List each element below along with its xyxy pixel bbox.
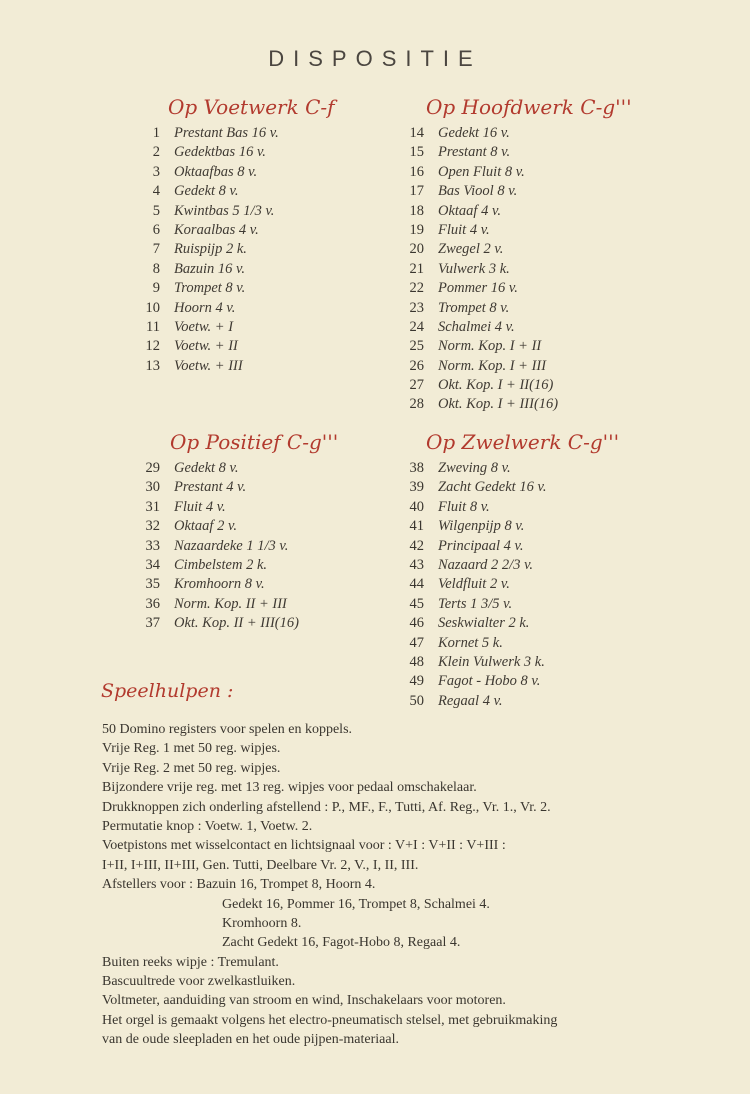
stop-number: 17 bbox=[409, 183, 424, 200]
stop-number: 50 bbox=[409, 692, 424, 709]
stop-number: 43 bbox=[409, 556, 424, 573]
division-heading: Op Hoofdwerk C-g''' bbox=[426, 95, 632, 119]
stop-name: Zweving 8 v. bbox=[438, 460, 511, 476]
stop-item bbox=[132, 202, 335, 221]
stop-number: 49 bbox=[409, 673, 424, 690]
stop-name: Seskwialter 2 k. bbox=[438, 615, 530, 632]
stop-number: 18 bbox=[409, 202, 424, 219]
division-heading: Op Voetwerk C-f bbox=[168, 95, 335, 119]
stop-name: Fluit 8 v. bbox=[438, 498, 490, 515]
stop-name: Vulwerk 3 k. bbox=[438, 260, 510, 277]
stop-number: 36 bbox=[145, 595, 160, 612]
stop-item bbox=[132, 163, 335, 182]
stop-item bbox=[132, 459, 338, 478]
stop-name: Norm. Kop. II + III bbox=[174, 595, 287, 612]
stop-list bbox=[396, 459, 619, 711]
stop-item bbox=[132, 614, 338, 633]
speelhulpen-line: Permutatie knop : Voetw. 1, Voetw. 2. bbox=[102, 818, 313, 834]
speelhulpen-line: Vrije Reg. 2 met 50 reg. wipjes. bbox=[102, 760, 281, 776]
stop-number: 12 bbox=[145, 338, 160, 355]
stop-number: 19 bbox=[409, 221, 424, 238]
stop-item bbox=[396, 260, 632, 279]
stop-number: 23 bbox=[409, 299, 424, 316]
speelhulpen-line: Buiten reeks wipje : Tremulant. bbox=[102, 954, 279, 970]
stop-name: Okt. Kop. II + III(16) bbox=[174, 615, 299, 632]
stop-number: 40 bbox=[409, 498, 424, 515]
stop-item bbox=[396, 672, 619, 691]
stop-name: Gedekt 8 v. bbox=[174, 460, 239, 476]
stop-name: Gedekt 8 v. bbox=[174, 183, 239, 200]
stop-item bbox=[396, 459, 619, 478]
stop-number: 1 bbox=[152, 125, 160, 141]
stop-item bbox=[396, 614, 619, 633]
division-voetwerk bbox=[132, 92, 335, 376]
speelhulpen-line: 50 Domino registers voor spelen en koppels. bbox=[102, 722, 353, 737]
stop-item bbox=[396, 634, 619, 653]
stop-name: Oktaaf 4 v. bbox=[438, 202, 501, 219]
stop-item bbox=[132, 575, 338, 594]
stop-number: 10 bbox=[145, 299, 160, 316]
stop-number: 9 bbox=[152, 280, 160, 297]
stop-name: Voetw. + I bbox=[174, 318, 234, 335]
stop-number: 48 bbox=[409, 653, 424, 670]
stop-name: Voetw. + III bbox=[174, 357, 243, 374]
stop-name: Veldfluit 2 v. bbox=[438, 576, 510, 593]
stop-name: Cimbelstem 2 k. bbox=[174, 556, 268, 573]
page-title: DISPOSITIE bbox=[268, 46, 482, 71]
stop-item bbox=[396, 537, 619, 556]
stop-number: 30 bbox=[145, 479, 160, 496]
stop-name: Hoorn 4 v. bbox=[174, 299, 236, 316]
stop-name: Norm. Kop. I + II bbox=[438, 338, 542, 355]
stop-number: 3 bbox=[152, 163, 160, 180]
stop-item bbox=[132, 337, 335, 356]
stop-item bbox=[132, 260, 335, 279]
stop-item bbox=[396, 478, 619, 497]
stop-item bbox=[396, 337, 632, 356]
stop-name: Trompet 8 v. bbox=[174, 280, 246, 297]
stop-list bbox=[396, 124, 632, 415]
stop-item bbox=[396, 318, 632, 337]
stop-item bbox=[132, 124, 335, 143]
stop-name: Regaal 4 v. bbox=[438, 692, 503, 709]
stop-item bbox=[132, 357, 335, 376]
stop-number: 27 bbox=[409, 377, 424, 394]
stop-name: Kromhoorn 8 v. bbox=[174, 576, 265, 593]
stop-number: 38 bbox=[409, 460, 424, 476]
stop-number: 39 bbox=[409, 479, 424, 496]
speelhulpen-list bbox=[102, 720, 742, 1050]
division-heading: Op Positief C-g''' bbox=[170, 430, 339, 454]
stop-number: 14 bbox=[409, 125, 424, 141]
stop-name: Wilgenpijp 8 v. bbox=[438, 518, 525, 535]
stop-item bbox=[132, 143, 335, 162]
division-heading: Op Zwelwerk C-g''' bbox=[426, 430, 620, 454]
stop-number: 8 bbox=[152, 260, 160, 277]
division-zwelwerk bbox=[396, 427, 619, 711]
stop-number: 32 bbox=[145, 518, 160, 535]
stop-name: Kornet 5 k. bbox=[438, 634, 503, 651]
stop-number: 35 bbox=[145, 576, 160, 593]
stop-item bbox=[396, 517, 619, 536]
stop-name: Klein Vulwerk 3 k. bbox=[438, 653, 545, 670]
stop-number: 20 bbox=[409, 241, 424, 258]
stop-item bbox=[396, 556, 619, 575]
stop-name: Prestant Bas 16 v. bbox=[174, 125, 279, 141]
speelhulpen-line: Zacht Gedekt 16, Fagot-Hobo 8, Regaal 4. bbox=[222, 935, 461, 951]
stop-item bbox=[396, 221, 632, 240]
stop-name: Bazuin 16 v. bbox=[174, 260, 246, 277]
stop-name: Ruispijp 2 k. bbox=[174, 241, 247, 258]
stop-number: 22 bbox=[409, 280, 424, 297]
stop-number: 47 bbox=[409, 634, 424, 651]
speelhulpen-line: van de oude sleepladen en het oude pijpen-materiaal. bbox=[102, 1032, 399, 1048]
stop-item bbox=[396, 143, 632, 162]
stop-item bbox=[132, 182, 335, 201]
stop-name: Zwegel 2 v. bbox=[438, 241, 504, 258]
stop-name: Gedektbas 16 v. bbox=[174, 144, 266, 161]
stop-item bbox=[132, 498, 338, 517]
stop-number: 7 bbox=[152, 241, 160, 258]
stop-item bbox=[396, 395, 632, 414]
stop-number: 16 bbox=[409, 163, 424, 180]
stop-item bbox=[396, 653, 619, 672]
stop-number: 15 bbox=[409, 144, 424, 161]
stop-item bbox=[396, 240, 632, 259]
stop-name: Okt. Kop. I + III(16) bbox=[438, 396, 559, 413]
speelhulpen-line: Drukknoppen zich onderling afstellend : P., MF., F., Tutti, Af. Reg., Vr. 1., Vr. 2. bbox=[102, 799, 551, 815]
stop-list bbox=[132, 124, 335, 376]
stop-name: Okt. Kop. I + II(16) bbox=[438, 377, 554, 394]
stop-item bbox=[132, 221, 335, 240]
stop-number: 26 bbox=[409, 357, 424, 374]
stop-name: Oktaaf 2 v. bbox=[174, 518, 237, 535]
speelhulpen-line: Gedekt 16, Pommer 16, Trompet 8, Schalmei 4. bbox=[222, 896, 490, 912]
stop-name: Prestant 4 v. bbox=[174, 479, 247, 496]
stop-item bbox=[132, 279, 335, 298]
stop-name: Koraalbas 4 v. bbox=[174, 221, 259, 238]
division-hoofdwerk bbox=[396, 92, 632, 415]
stop-number: 34 bbox=[145, 556, 160, 573]
stop-name: Zacht Gedekt 16 v. bbox=[438, 479, 547, 496]
stop-item bbox=[396, 279, 632, 298]
stop-item bbox=[396, 595, 619, 614]
stop-name: Oktaafbas 8 v. bbox=[174, 163, 258, 180]
stop-item bbox=[396, 124, 632, 143]
speelhulpen-line: I+II, I+III, II+III, Gen. Tutti, Deelbare Vr. 2, V., I, II, III. bbox=[102, 857, 419, 873]
speelhulpen-line: Voltmeter, aanduiding van stroom en wind, Inschakelaars voor motoren. bbox=[102, 993, 506, 1009]
stop-name: Norm. Kop. I + III bbox=[438, 357, 547, 374]
stop-item bbox=[396, 163, 632, 182]
stop-item bbox=[132, 517, 338, 536]
stop-number: 21 bbox=[409, 260, 424, 277]
stop-item bbox=[396, 498, 619, 517]
stop-name: Nazaardeke 1 1/3 v. bbox=[174, 537, 289, 554]
stop-name: Trompet 8 v. bbox=[438, 299, 510, 316]
stop-name: Pommer 16 v. bbox=[438, 280, 518, 297]
stop-number: 5 bbox=[152, 202, 160, 219]
stop-name: Gedekt 16 v. bbox=[438, 125, 510, 141]
stop-name: Fluit 4 v. bbox=[174, 498, 226, 515]
stop-item bbox=[396, 376, 632, 395]
stop-number: 4 bbox=[152, 183, 160, 200]
stop-item bbox=[132, 595, 338, 614]
division-positief bbox=[132, 427, 338, 634]
stop-number: 6 bbox=[152, 221, 160, 238]
speelhulpen-heading: Speelhulpen : bbox=[101, 680, 234, 702]
stop-number: 45 bbox=[409, 595, 424, 612]
stop-number: 2 bbox=[152, 144, 160, 161]
stop-number: 25 bbox=[409, 338, 424, 355]
stop-name: Bas Viool 8 v. bbox=[438, 183, 518, 200]
stop-name: Kwintbas 5 1/3 v. bbox=[174, 202, 275, 219]
speelhulpen-line: Vrije Reg. 1 met 50 reg. wipjes. bbox=[102, 741, 281, 757]
speelhulpen-line: Kromhoorn 8. bbox=[222, 915, 302, 931]
stop-number: 46 bbox=[409, 615, 424, 632]
stop-name: Principaal 4 v. bbox=[438, 537, 524, 554]
stop-item bbox=[396, 299, 632, 318]
stop-name: Terts 1 3/5 v. bbox=[438, 595, 513, 612]
stop-item bbox=[132, 240, 335, 259]
stop-item bbox=[396, 357, 632, 376]
stop-number: 29 bbox=[145, 460, 160, 476]
speelhulpen-line: Het orgel is gemaakt volgens het electro-pneumatisch stelsel, met gebruikmaking bbox=[102, 1012, 558, 1028]
stop-item bbox=[132, 537, 338, 556]
stop-item bbox=[132, 299, 335, 318]
stop-item bbox=[132, 478, 338, 497]
stop-item bbox=[396, 575, 619, 594]
stop-name: Open Fluit 8 v. bbox=[438, 163, 525, 180]
speelhulpen-line: Bascuultrede voor zwelkastluiken. bbox=[102, 974, 296, 990]
stop-number: 11 bbox=[146, 318, 160, 335]
stop-name: Voetw. + II bbox=[174, 338, 238, 355]
stop-name: Prestant 8 v. bbox=[438, 144, 511, 161]
stop-number: 24 bbox=[409, 318, 424, 335]
stop-item bbox=[396, 202, 632, 221]
stop-number: 37 bbox=[145, 615, 160, 632]
stop-name: Nazaard 2 2/3 v. bbox=[438, 556, 534, 573]
stop-item bbox=[396, 692, 619, 711]
stop-number: 33 bbox=[145, 537, 160, 554]
stop-list bbox=[132, 459, 338, 634]
speelhulpen-line: Voetpistons met wisselcontact en lichtsignaal voor : V+I : V+II : V+III : bbox=[102, 838, 506, 854]
stop-name: Schalmei 4 v. bbox=[438, 318, 515, 335]
speelhulpen-line: Afstellers voor : Bazuin 16, Trompet 8, Hoorn 4. bbox=[102, 877, 376, 893]
stop-name: Fagot - Hobo 8 v. bbox=[438, 673, 541, 690]
stop-number: 41 bbox=[409, 518, 424, 535]
stop-item bbox=[132, 556, 338, 575]
stop-number: 13 bbox=[145, 357, 160, 374]
stop-name: Fluit 4 v. bbox=[438, 221, 490, 238]
stop-item bbox=[132, 318, 335, 337]
stop-number: 31 bbox=[145, 498, 160, 515]
stop-number: 28 bbox=[409, 396, 424, 413]
stop-item bbox=[396, 182, 632, 201]
stop-number: 42 bbox=[409, 537, 424, 554]
speelhulpen-line: Bijzondere vrije reg. met 13 reg. wipjes voor pedaal omschakelaar. bbox=[102, 780, 477, 796]
stop-number: 44 bbox=[409, 576, 424, 593]
